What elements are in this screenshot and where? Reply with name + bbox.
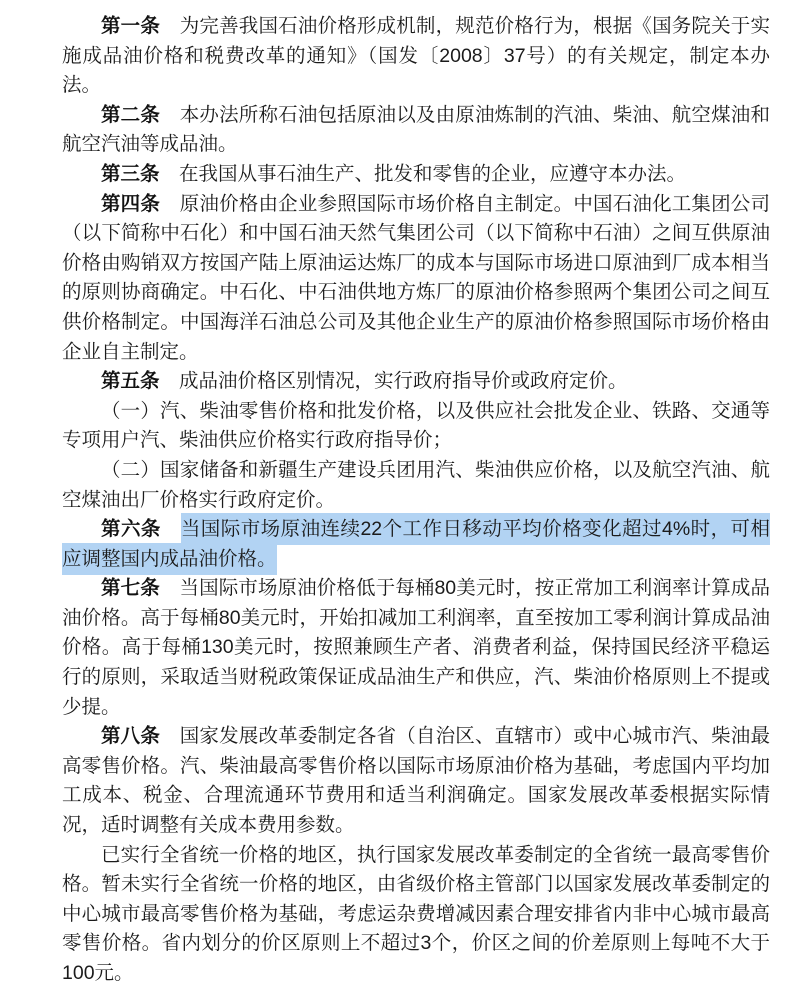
- paragraph: [62, 456, 770, 515]
- article-label: 第五条: [101, 370, 160, 393]
- article-text: （二）国家储备和新疆生产建设兵团用汽、柴油供应价格，以及航空汽油、航空煤油出厂价格实行政府定价。: [62, 458, 770, 511]
- paragraph: [62, 190, 770, 368]
- highlighted-text: 当国际市场原油连续22个工作日移动平均价格变化超过4%时，可相应调整国内成品油价格。: [62, 513, 770, 575]
- article-text: 本办法所称石油包括原油以及由原油炼制的汽油、柴油、航空煤油和航空汽油等成品油。: [62, 103, 770, 156]
- article-text: 当国际市场原油价格低于每桶80美元时，按正常加工利润率计算成品油价格。高于每桶80美元时，开始扣减加工利润率，直至按加工零利润计算成品油价格。高于每桶130美元时，按照兼顾生产者、消费者利益，保持国民经济平稳运行的原则，采取适当财税政策保证成品油生产和供应，汽、柴油价格原则上不提或少提。: [62, 577, 770, 718]
- article-text: 已实行全省统一价格的地区，执行国家发展改革委制定的全省统一最高零售价格。暂未实行全省统一价格的地区，由省级价格主管部门以国家发展改革委制定的中心城市最高零售价格为基础，考虑运杂费增减因素合理安排省内非中心城市最高零售价格。省内划分的价区原则上不超过3个，价区之间的价差原则上每吨不大于100元。: [62, 843, 770, 984]
- paragraph: [62, 12, 770, 101]
- paragraph: [62, 841, 770, 989]
- article-text: 在我国从事石油生产、批发和零售的企业，应遵守本办法。: [179, 162, 687, 185]
- article-text: 为完善我国石油价格形成机制，规范价格行为，根据《国务院关于实施成品油价格和税费改革的通知》（国发〔2008〕37号）的有关规定，制定本办法。: [62, 15, 770, 97]
- paragraph: [62, 367, 770, 397]
- article-label: 第八条: [101, 725, 161, 748]
- article-text: 原油价格由企业参照国际市场价格自主制定。中国石油化工集团公司（以下简称中石化）和中国石油天然气集团公司（以下简称中石油）之间互供原油价格由购销双方按国产陆上原油运达炼厂的成本与国际市场进口原油到厂成本相当的原则协商确定。中石化、中石油供地方炼厂的原油价格参照两个集团公司之间互供价格制定。中国海洋石油总公司及其他企业生产的原油价格参照国际市场价格由企业自主制定。: [62, 192, 770, 363]
- paragraph: [62, 574, 770, 722]
- paragraph: [62, 722, 770, 840]
- article-label: 第二条: [101, 103, 161, 126]
- article-label: 第六条: [101, 518, 161, 541]
- article-label: 第三条: [101, 162, 160, 185]
- paragraph: [62, 515, 770, 574]
- article-label: 第四条: [101, 192, 161, 215]
- article-label: 第七条: [101, 577, 160, 600]
- article-text: 成品油价格区别情况，实行政府指导价或政府定价。: [179, 370, 628, 393]
- article-label: 第一条: [101, 15, 161, 37]
- article-text: 国家发展改革委制定各省（自治区、直辖市）或中心城市汽、柴油最高零售价格。汽、柴油最高零售价格以国际市场原油价格为基础，考虑国内平均加工成本、税金、合理流通环节费用和适当利润确定。国家发展改革委根据实际情况，适时调整有关成本费用参数。: [62, 725, 770, 837]
- article-text: （一）汽、柴油零售价格和批发价格，以及供应社会批发企业、铁路、交通等专项用户汽、柴油供应价格实行政府指导价；: [62, 399, 770, 452]
- paragraph: [62, 397, 770, 456]
- paragraph: [62, 160, 770, 190]
- paragraph: [62, 101, 770, 160]
